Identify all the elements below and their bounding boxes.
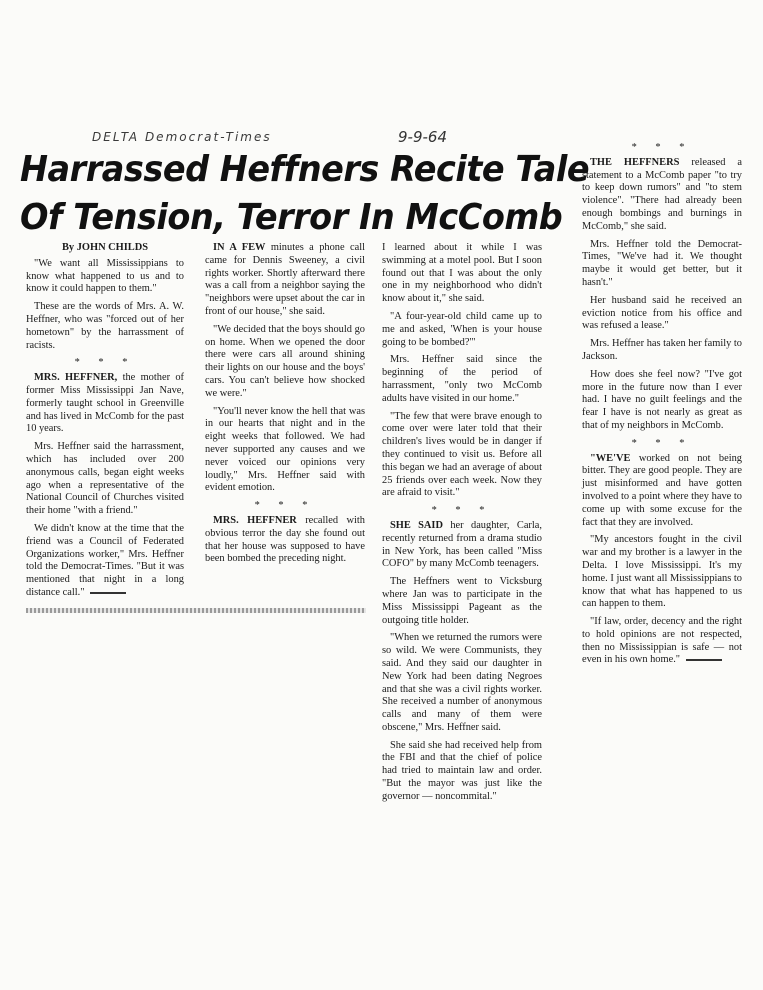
paragraph: "We want all Mississippians to know what happened to us and to know it could happen to them."	[26, 257, 184, 295]
paragraph: Her husband said he received an eviction notice from his office and was refused a lease."	[582, 294, 742, 332]
end-dash	[686, 659, 722, 661]
paragraph: These are the words of Mrs. A. W. Heffner, who was "forced out of her hometown" by the harrassment of racists.	[26, 301, 184, 351]
column-rule	[26, 608, 366, 613]
paragraph: The Heffners went to Vicksburg where Jan was to participate in the Miss Mississippi Pageant as the outgoing title holder.	[382, 576, 542, 626]
article-column-4	[582, 142, 742, 672]
lead-in: MRS. HEFFNER	[213, 514, 297, 526]
handwritten-source-note: DELTA Democrat-Times	[92, 130, 272, 144]
paragraph: THE HEFFNERS released a statement to a McComb paper "to try to keep down rumors" and "to stem violence". "There had already been enough bombings and burnings in McComb," she said.	[582, 156, 743, 232]
headline	[20, 146, 590, 242]
paragraph: Mrs. Heffner said since the beginning of the period of harrassment, "only two McComb adults have visited in our home."	[382, 354, 542, 404]
paragraph: "When we returned the rumors were so wild. We were Communists, they said. And they said our daughter in New York had been dating Negroes and that she was a civil rights worker. She received a number of anonymous calls and many of them were obscene," Mrs. Heffner said.	[382, 632, 542, 733]
paragraph: MRS. HEFFNER, the mother of former Miss Mississippi Jan Nave, formerly taught school in Greenville and has lived in McComb for the past 10 years.	[26, 372, 185, 435]
section-divider: * * *	[74, 357, 136, 369]
article-column-3	[382, 242, 542, 809]
byline: By JOHN CHILDS	[61, 242, 149, 253]
headline-line-1: Harrassed Heffners Recite Tale	[20, 149, 590, 190]
handwritten-date-note: 9-9-64	[398, 128, 447, 146]
article-column-2	[205, 242, 365, 571]
section-divider: * * *	[631, 437, 693, 449]
paragraph: Mrs. Heffner said the harrassment, which has included over 200 anonymous calls, began eight weeks ago when a representative of the National Council of Churches visited their home "with a friend."	[26, 441, 184, 517]
paragraph: Mrs. Heffner has taken her family to Jackson.	[582, 338, 742, 362]
paragraph: SHE SAID her daughter, Carla, recently returned from a drama studio in New York, has been called "Miss COFO" by many McComb teenagers.	[382, 519, 542, 570]
paragraph: She said she had received help from the FBI and that the chief of police had tried to maintain law and order. "But the mayor was just like the governor — noncommital."	[382, 739, 542, 802]
section-divider: * * *	[631, 142, 693, 153]
paragraph: "We decided that the boys should go on home. When we opened the door there were cars all around shining their lights on our house and the boys' cars. You can't believe how shocked we were."	[205, 323, 365, 399]
end-dash	[90, 592, 126, 594]
paragraph: "The few that were brave enough to come over were later told that their children's lives would be in danger if they continued to visit us. Before all this began we had an average of about 25 friends over each week. Now they are afraid to visit."	[382, 410, 542, 499]
paragraph: "WE'VE worked on not being bitter. They are good people. They are just misinformed and have gotten involved to a point where they have to come up with some excuse for the fact that they are involved.	[582, 452, 742, 528]
article-column-1	[26, 242, 184, 605]
paragraph: MRS. HEFFNER recalled with obvious terror the day she found out that her house was supposed to have been bombed the preceding night.	[205, 514, 366, 565]
section-divider: * * *	[254, 500, 316, 512]
paragraph: I learned about it while I was swimming at a motel pool. But I soon found out that I was about the only one in my neighborhood who didn't know about it," she said.	[382, 242, 542, 305]
paragraph: "My ancestors fought in the civil war and my brother is a lawyer in the Delta. I love Mississippi. It's my home. I just want all Mississippians to know that what has happened to us can happen to them.	[582, 534, 742, 610]
lead-in: THE HEFFNERS	[590, 156, 680, 168]
paragraph: "You'll never know the hell that was in our hearts that night and in the eight weeks that followed. We had never supported any causes and we never voiced our opinions very loudly," Mrs. Heffner said with evident emotion.	[205, 405, 365, 494]
lead-in: IN A FEW	[213, 242, 266, 253]
section-divider: * * *	[431, 505, 493, 517]
paragraph: Mrs. Heffner told the Democrat-Times, "We've had it. We thought maybe it would get better, but it hasn't."	[582, 238, 742, 288]
paragraph: We didn't know at the time that the friend was a Council of Federated Organizations worker," Mrs. Heffner told the Democrat-Times. "But it was mentioned that night in a long distance call."	[26, 522, 184, 598]
lead-in: MRS. HEFFNER,	[34, 372, 118, 384]
lead-in: SHE SAID	[390, 519, 443, 531]
paragraph: "A four-year-old child came up to me and asked, 'When is your house going to be bombed?'"	[382, 310, 542, 348]
lead-in: "WE'VE	[590, 452, 631, 464]
paragraph: IN A FEW minutes a phone call came for Dennis Sweeney, a civil rights worker. Shortly afterward there was a call from a neighbor saying the "neighbors were upset about the car in front of our house," she said.	[205, 242, 365, 317]
headline-line-2: Of Tension, Terror In McComb	[20, 197, 563, 238]
paragraph: How does she feel now? "I've got more in the future now than I ever had. I have no guilt feelings and the fear I have is not nearly as great as that of my neighbors in McComb.	[582, 368, 742, 431]
paragraph: "If law, order, decency and the right to hold opinions are not respected, then no Mississippian is safe — not even in his own home."	[582, 616, 742, 666]
